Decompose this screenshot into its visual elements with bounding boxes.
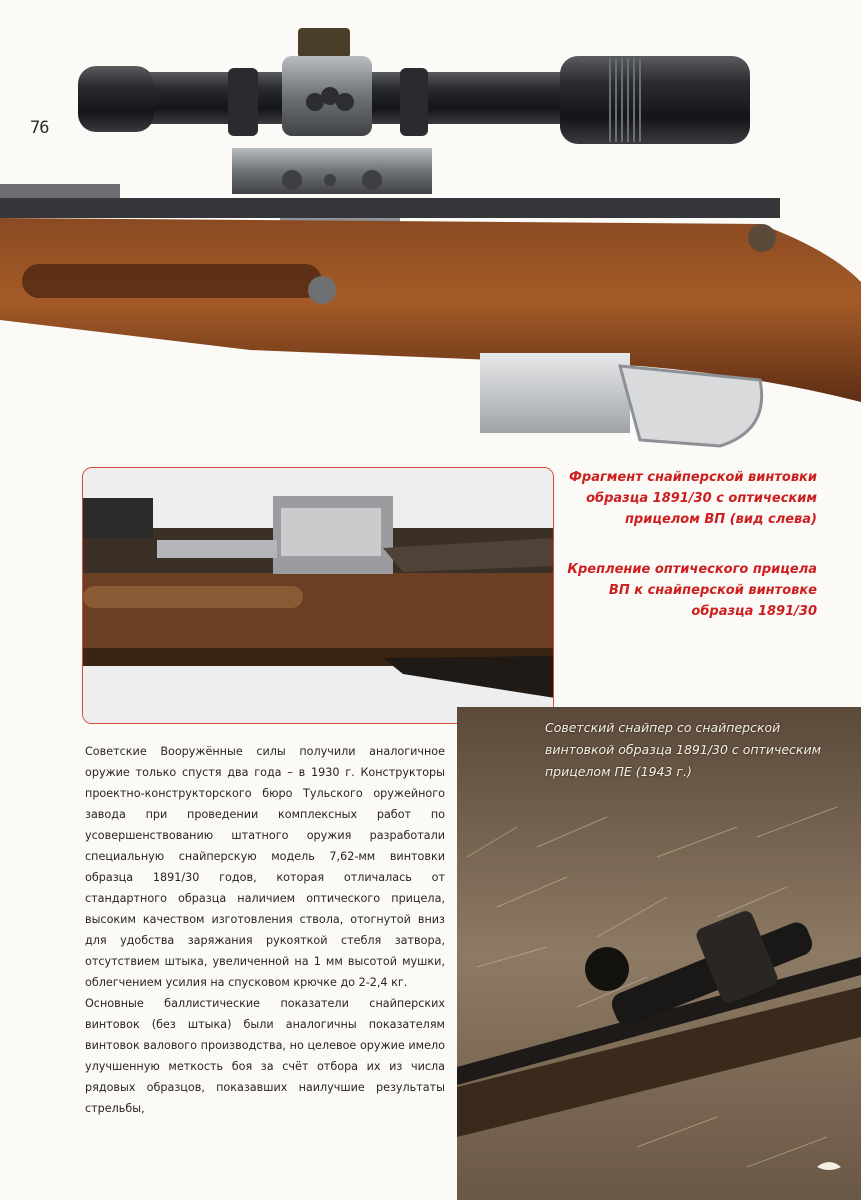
paragraph: Основные баллистические показатели снайперских винтовок (без штыка) были аналогичны показателям винтовок валового производства, но целевое оружие имело улучшенную меткость боя за счёт отбора их из числа рядовых образцов, показавших наилучшие результаты стрельбы, [85,997,445,1115]
page-number: 76 [30,118,49,138]
paragraph: Советские Вооружённые силы получили аналогичное оружие только спустя два года – в 1930 г. Конструкторы проектно-конструкторского бюро Тульского оружейного завода при проведении комплексных работ по усовершенствованию штатного оружия разработали специальную снайперскую модель 7,62-мм винтовки образца 1891/30 годов, которая отличалась от стандартного образца наличием оптического прицела, высоким качеством изготовления ствола, отогнутой вниз для удобства заряжания рукояткой стебля затвора, отсутствием штыка, увеличенной на 1 мм высотой мушки, облегчением усилия на спусковом крючке до 2-2,4 кг. [85,745,445,989]
rifle-scope-photo [0,20,861,460]
caption-scope-mount: Крепление оптического прицела ВП к снайперской винтовке образца 1891/30 [567,562,817,619]
caption-sniper: Советский снайпер со снайперской винтовкой образца 1891/30 с оптическим прицелом ПЕ (1943 г.) [545,720,822,779]
scope-mount-photo [82,467,554,724]
caption-rifle-fragment: Фрагмент снайперской винтовки образца 1891/30 с оптическим прицелом ВП (вид слева) [569,470,817,527]
body-text [85,741,445,1119]
